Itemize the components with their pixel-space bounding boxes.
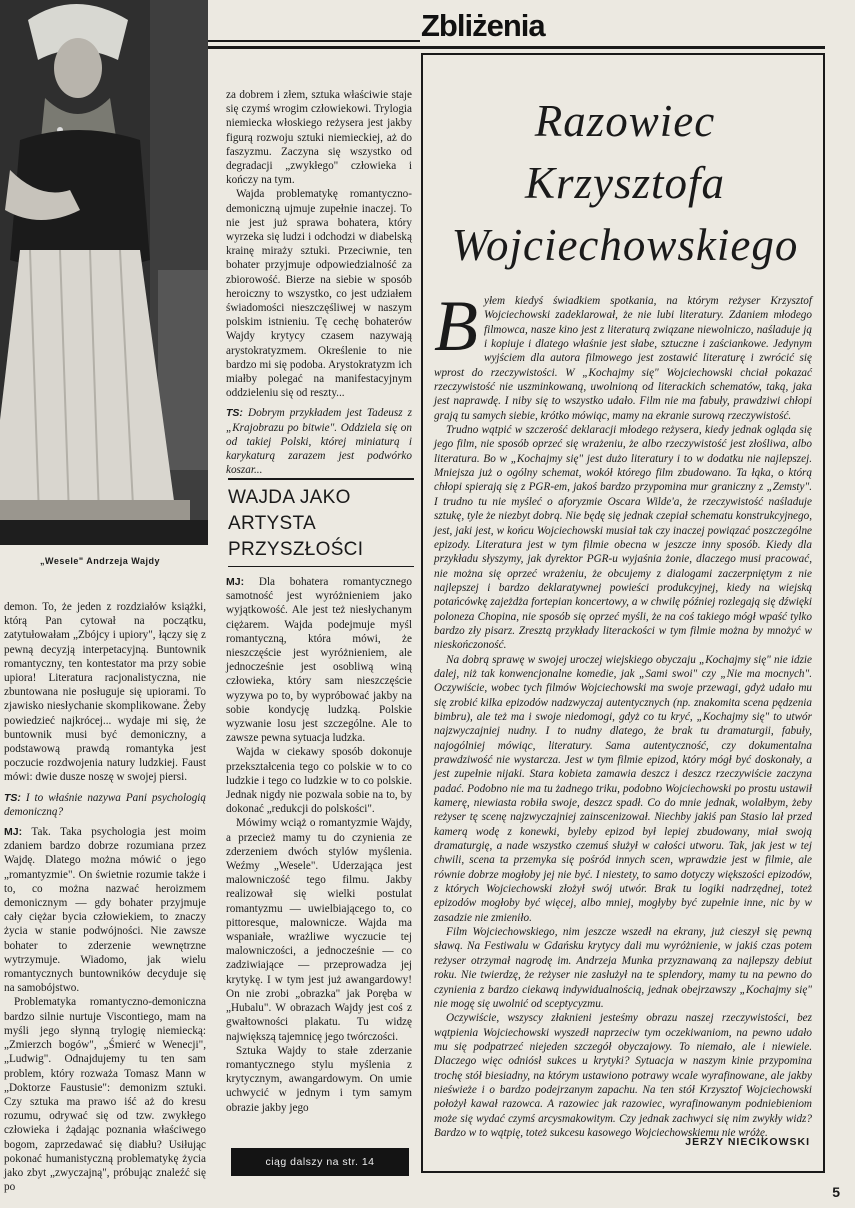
section-heading-rule-bottom — [228, 566, 414, 567]
photo-caption: „Wesele" Andrzeja Wajdy — [40, 556, 160, 566]
paragraph: Sztuka Wajdy to stałe zderzanie romantycznego stylu myślenia z krytycznym, awangardowym. On umie uchwycić w jednym i tym samym obrazie jakby jego — [226, 1044, 412, 1114]
page-number: 5 — [832, 1184, 840, 1200]
paragraph — [4, 791, 206, 819]
paragraph-text: yłem kiedyś świadkiem spotkania, na którym reżyser Krzysztof Wojciechowski zadeklarował, że nie lubi literatury. Zdaniem młodego filmowca, nasze kino jest z literaturą związane niewolniczo, naśladuje ją i kopiuje i dlatego właśnie jest słabe, sztuczne i zaściankowe. Jedynym wyjściem dla autora filmowego jest zostawić literaturę i zwrócić się wprost do rzeczywistości. W „Kochajmy się" Wojciechowski chciał pokazać rzeczywistość nie uszminkowaną, uwolnioną od literackich schematów, taką, jaka jest naprawdę. I niby się to wszystko udało. Film nie ma fabuły, prawdziwi chłopi grają tu samych siebie, krótko mówiąc, mamy na ekranie surową rzeczywistość. — [434, 295, 812, 422]
header-rule-left — [208, 40, 420, 42]
section-heading-line: WAJDA JAKO — [228, 487, 351, 508]
speaker-label: TS: — [226, 407, 243, 420]
article-title-line: Wojciechowskiego — [451, 220, 799, 270]
interview-column-left — [4, 600, 206, 1194]
paragraph-text: Dla bohatera romantycznego samotność jest wyróżnieniem jako wyjątkowość. Ale jest też niesłychanym ciężarem. Wajda podejmuje myśl romantyczną, która mówi, że nieszczęście jest wyróżnieniem, ale jednocześnie jest osobliwą winą człowieka, który sam nieszczęście wyzywa po to, by wypróbować jakby na sobie kondycję ludzką. Polskie wyzwanie losu jest szczególne. Ale to zawsze pewna sytuacja ludzka. — [226, 576, 412, 745]
paragraph — [226, 575, 412, 745]
continued-on-page-box: ciąg dalszy na str. 14 — [231, 1148, 409, 1176]
interview-column-middle-top — [226, 88, 412, 477]
paragraph: Mówimy wciąż o romantyzmie Wajdy, a przecież mamy tu do czynienia ze zderzeniem dwóch stylów myślenia. Weźmy „Wesele". Uderzająca jest malowniczość tego filmu. Jakby realizował się wielki postulat romantyzmu — uwielbiającego to, co pittoresque, malownicze. Wajda ma wspaniałe, wrażliwe wyczucie tej malowniczości, a jednocześnie — co zadziwiające — przeprowadza jej krytykę. I w tym jest już awangardowy! On nie zrobi „obrazka" jak Poręba w „Hubalu". W obrazach Wajdy jest coś z gwałtowności plakatu. Tu widzę największą tajemnicę jego twórczości. — [226, 817, 412, 1043]
paragraph — [4, 825, 206, 995]
paragraph-text: Dobrym przykładem jest Tadeusz z „Krajobrazu po bitwie". Oddziela się on od takiej Polski, której miniaturą i karykaturą zarazem jest podwórko koszar... — [226, 407, 412, 477]
interview-column-middle-bottom — [226, 575, 412, 1115]
section-heading-rule — [228, 478, 414, 480]
section-rubric: Zbliżenia — [421, 8, 545, 43]
paragraph: Oczywiście, wszyscy złaknieni jesteśmy obrazu naszej rzeczywistości, bez wątpienia Wojciechowski wyszedł naprzeciw tym oczekiwaniom, na pewno udało mu się podpatrzeć niejeden szczegół obyczajowy. To niemało, ale i niewiele. Dlaczego więc odniósł sukces u krytyki? Sytuacja w naszym kinie przypomina trochę stół biesiadny, na którym ustawiono potrawy wcale wyrafinowane, ale jakby nieświeże i o bardzo podejrzanym zapachu. Na ten stół Krzysztof Wojciechowski położył kawał razowca. A razowiec jak razowiec, wyrafinowanym podniebieniom może się wydać czymś arcysmakowitym. Czy jednak zachwyci się nim zwykły widz? Bardzo w to wątpię, toteż sukcesu kasowego Wojciechowskiemu nie wróżę. — [434, 1012, 812, 1139]
speaker-label: MJ: — [226, 576, 245, 588]
article-author: JERZY NIECIKOWSKI — [685, 1136, 810, 1148]
film-still-photo — [0, 0, 208, 545]
paragraph: Wajda problematykę romantyczno-demoniczną ujmuje zupełnie inaczej. To nie jest już sprawa bohatera, który wyrzeka się ludzi i odchodzi w diabelską krainę miraży sztuki. Przeciwnie, ten bohater przyjmuje odpowiedzialność za zbiorowość. Bierze na siebie w sposób heroiczny to wszystko, co jest udziałem świadomości nieszczęśliwej w naszym polskim istnieniu. Tę cechę bohaterów Wajdy krytycy czasem nazywają arystokratyzmem. Określenie to nie bardzo mi się podoba. Arystokratyzm ich miałby polegać na manifestacyjnym oddzieleniu się od reszty... — [226, 188, 412, 400]
header-rule — [208, 46, 825, 49]
paragraph-text: Tak. Taka psychologia jest moim zdaniem bardzo dobrze rozumiana przez Wajdę. Dlatego można mówić o jego „romantyzmie". On świetnie rozumie także i to, co można nazwać heroizmem demonicznym — gdy bohater przyjmuje cały ciężar bycia człowiekiem, to znaczy życia w stanie podwójności. Nie zawsze bohater to zderzenie wewnętrzne wytrzymuje. Wiadomo, jak wielu romantycznych buntowników decyduje się na samobójstwo. — [4, 826, 206, 995]
drop-cap: B — [434, 286, 478, 366]
paragraph: Trudno wątpić w szczerość deklaracji młodego reżysera, kiedy jednak ogląda się jego film, nie sposób oprzeć się wrażeniu, że albo rzeczywistość jest złośliwa, albo literatura. Bo w „Kochajmy się" jest dużo literatury i to w dodatku nie najlepszej. Mniejsza już o ogólny schemat, wokół którego film zbudowano. Ta łąka, o którą chłopi spierają się z PGR-em, jakoś bardzo przypomina mur graniczny z „Zemsty". I trudno tu nie myśleć o aforyzmie Oscara Wilde'a, że rzeczywistość naśladuje sztukę, tyle że niezbyt dobrą. Nie będę się jednak czepiał schematu konstrukcyjnego, jest, jaki jest, w końcu Wojciechowski musiał tak czy inaczej powiązać poszczególne epizody. Literatura jest w tym filmie obecna w jeszcze inny sposób. Kiedy dla przykładu słyszymy, jak dyrektor PGR-u wyjaśnia żonie, dlaczego musi pracować, nie można się oprzeć wrażeniu, że obcujemy z dialogami zaczerpniętym z nie najlepszej i bardzo deklaratywnej powieści produkcyjnej, kiedy na wiejską potańcówkę zajeżdża fortepian koncertowy, a w chwilę później rozlegają się dźwięki poloneza Chopina, nie sposób się oprzeć myśli, że na coś takiego mógł wpaść tylko bardzo zły pisarz. Zresztą przykłady literackości w tym filmie można by mnożyć w nieskończoność. — [434, 424, 812, 652]
paragraph — [226, 406, 412, 477]
paragraph: Na dobrą sprawę w swojej uroczej wiejskiego obyczaju „Kochajmy się" nie idzie dalej, niż tak konwencjonalne komedie, jak „Sami swoi" czy „Nie ma mocnych". Oczywiście, wobec tych filmów Wojciechowski ma swoje przewagi, gdyż udało mu się zrobić kilka epizodów nadzwyczaj autentycznych (np. znakomita scena pędzenia bimbru), ale też ma i swoje niedomogi, gdyż co tu kryć, „Kochajmy się" to utwór najzwyczajniej nudny. I to nudny dlatego, że brak tu dramaturgii, fabuły, najogólniej mówiąc, literatury. Sama autentyczność, czy dokumentalna prawdziwość nie wystarcza. Jest w tym filmie epizod, który mógł być doskonały, a jest zupełnie nijaki. Stara kobieta zamawia deszcz i deszcz rzeczywiście zaczyna padać. Podobno nie ma tu żadnego triku, podobno Wojciechowski po prostu ustawił kamerę, niewiasta robiła swoje, deszcz spadł. Co do mnie jednak, wolałbym, żeby reżyser tę scenę najzwyczajniej zainscenizował. Niechby jakiś pan Stasio lał przed kamerą wodę z konewki, byleby epizod był lepiej zbudowany, miał swoją dramaturgię, a nade wszystko czemuś służył w całości utworu. Tak, jak jest w tej chwili, scena ta przemyka się pośród innych scen, wprawdzie jest w filmie, ale równie dobrze mogłoby jej nie być. I niestety, to samo dotyczy większości epizodów, z których Wojciechowski złożył swój utwór. Brak tu logiki nadrzędnej, toteż epizodów mogłoby być więcej, albo mniej, mogłyby być zupełnie inne, nic by w zasadzie nie zmieniło. — [434, 653, 812, 924]
article-title-line: Krzysztofa — [524, 158, 726, 208]
paragraph-text: I to właśnie nazywa Pani psychologią demoniczną? — [4, 791, 206, 818]
paragraph: Wajda w ciekawy sposób dokonuje przekształcenia tego co polskie w to co ludzkie i tego co ludzkie w to co polskie. Jednak nigdy nie pozwala sobie na to, by dokonać „redukcji do polskości". — [226, 746, 412, 816]
speaker-label: MJ: — [4, 826, 23, 839]
woman-portrait-illustration — [0, 0, 208, 545]
paragraph: Film Wojciechowskiego, nim jeszcze wszedł na ekrany, już cieszył się pewną sławą. Na Festiwalu w Gdańsku krytycy dali mu wyróżnienie, w jakiś czas potem reżyser otrzymał nagrodę im. Andrzeja Munka przyznawaną za najlepszy debiut roku. Nie twierdzę, że reżyser nie zasłużył na te splendory, mamy tu na pewno do czynienia z bardzo ciekawą indywidualnością, jednak obejrzawszy „Kochajmy się" nie mogę się uwolnić od sceptycyzmu. — [434, 926, 812, 1010]
speaker-label: TS: — [4, 791, 21, 804]
paragraph: za dobrem i złem, sztuka właściwie staje się czymś wrogim człowiekowi. Trylogia niemiecka włoskiego reżysera jest jakby figurą rozwoju sztuki niemieckiej, aż do faszyzmu. Zaczyna się wszystko od degradacji „zwykłego" człowieka i kończy na tym. — [226, 89, 412, 187]
section-heading-line: ARTYSTA — [228, 513, 316, 534]
paragraph: Problematyka romantyczno-demoniczna bardzo silnie nurtuje Viscontiego, mam na myśli jego słynną trylogię niemiecką: „Zmierzch bogów", „Śmierć w Wenecji", „Ludwig". Odnajdujemy tu ten sam problem, który rozważa Tomasz Mann w „Doktorze Faustusie": demonizm sztuki. Czy sztuka ma prawo iść aż do kresu rozumu, odrywać się od tzw. zwykłego człowieka i żądając poznania właściwego bogom, zaprzedawać się diabłu? Usiłując pokonać humanistyczną problematykę życia jako zbyt „zwyczajną", próbując znaleźć się po — [4, 996, 206, 1194]
paragraph: demon. To, że jeden z rozdziałów książki, którą Pan cytował na początku, zatytułowałam „Zbójcy i upiory", łączy się z pewną decyzją interpetacyjną. Buntownik romantyczny, ten kontestator ma przy sobie upiora! Literatura racjonalistyczna, nie zbuntowana nie posługuje się upiorami. To zjawisko niesłychanie skomplikowane. Żeby powiedzieć najkrócej... wydaje mi się, że buntownik musi być demoniczny, a podstawową prawdą romantyka jest poczucie rozdwojenia natury ludzkiej. Faust mówi: dwie dusze noszę w swojej piersi. — [4, 601, 206, 784]
section-heading-line: PRZYSZŁOŚCI — [228, 539, 364, 560]
article-title-line: Razowiec — [534, 96, 716, 146]
paragraph — [434, 286, 812, 423]
section-heading — [228, 485, 414, 563]
article-title — [430, 90, 820, 276]
article-body — [434, 286, 812, 1140]
